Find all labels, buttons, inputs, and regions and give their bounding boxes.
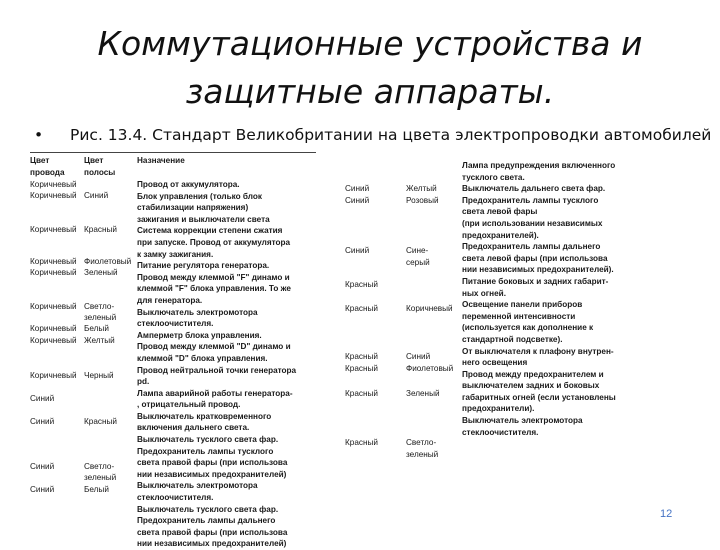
right-line: переменной интенсивности (462, 311, 576, 321)
right-col2-0: Желтый (406, 184, 437, 193)
right-col1-5: Красный (345, 352, 378, 361)
left-line: Выключатель тусклого света фар. (137, 504, 279, 514)
right-col2-9: зеленый (406, 450, 439, 459)
left-line: Предохранитель лампы тусклого (137, 446, 274, 456)
right-col2-7: Зеленый (406, 389, 440, 398)
slide-title-line2: защитные аппараты. (185, 72, 555, 111)
left-col2-1: Синий (84, 191, 109, 200)
left-line: для генератора. (137, 295, 203, 305)
left-line: клеммой "D" блока управления. (137, 353, 268, 363)
left-col2-5: Светло- (84, 302, 115, 311)
left-line: Провод между клеммой "F" динамо и (137, 272, 290, 282)
left-col2-4: Зеленый (84, 268, 118, 277)
right-line: Выключатель дальнего света фар. (462, 184, 606, 194)
right-col1-7: Красный (345, 389, 378, 398)
right-col2-6: Фиолетовый (406, 364, 454, 373)
left-line: Выключатель электромотора (137, 481, 258, 491)
right-col1-4: Красный (345, 304, 378, 313)
left-col1-12: Синий (30, 417, 55, 426)
slide-title (40, 20, 700, 116)
right-col1-8: Красный (345, 438, 378, 447)
left-line: зажигания и выключатели света (137, 214, 270, 224)
left-line: включения дальнего света. (137, 423, 250, 433)
right-line: (используется как дополнение к (462, 323, 594, 333)
left-col1-3: Коричневый (30, 257, 77, 266)
right-col2-5: Синий (406, 352, 431, 361)
left-col1-14: Синий (30, 485, 55, 494)
color-table-right (345, 152, 645, 472)
left-col1-1: Коричневый (30, 191, 77, 200)
right-line: света левой фары (при использова (462, 253, 608, 263)
left-col1-9: Коричневый (30, 371, 77, 380)
right-line: Предохранитель лампы дальнего (462, 242, 601, 252)
right-line: ных огней. (462, 288, 506, 298)
left-line: стабилизации напряжения) (137, 203, 249, 213)
right-col1-3: Красный (345, 280, 378, 289)
bullet-marker: • (34, 126, 44, 144)
header-stripe-color-2: полосы (84, 168, 116, 177)
right-line: Лампа предупреждения включенного (462, 161, 616, 170)
left-line: стеклоочистителя. (137, 493, 214, 503)
right-line: света левой фары (462, 207, 538, 217)
left-col1-7: Коричневый (30, 336, 77, 345)
right-line: стандартной подсветке). (462, 334, 563, 344)
left-col2-13b: зеленый (84, 473, 117, 482)
left-col1-13: Синий (30, 462, 55, 471)
right-line: нии независимых предохранителей). (462, 265, 614, 275)
left-col1-4: Коричневый (30, 268, 77, 277)
left-line: Провод между клеммой "D" динамо и (137, 342, 291, 352)
left-line: к замку зажигания. (137, 249, 214, 259)
slide-title-line1: Коммутационные устройства и (97, 24, 643, 63)
right-line: Выключатель электромотора (462, 416, 583, 426)
left-col1-0: Коричневый (30, 180, 77, 189)
right-col1-2: Синий (345, 246, 370, 255)
left-line: стеклоочистителя. (137, 319, 214, 329)
left-line: Блок управления (только блок (137, 191, 262, 201)
left-line: света правой фары (при использова (137, 458, 288, 468)
left-col1-2: Коричневый (30, 225, 77, 234)
left-line: Амперметр блока управления. (137, 330, 262, 340)
left-line: рd. (137, 377, 150, 387)
left-line: света правой фары (при использова (137, 527, 288, 537)
page-number: 12 (660, 508, 673, 520)
left-line: Предохранитель лампы дальнего (137, 516, 276, 526)
left-line: Выключатель электромотора (137, 307, 258, 317)
right-col2-3: серый (406, 258, 430, 267)
left-col2-14: Белый (84, 485, 109, 494)
right-col1-1: Синий (345, 196, 370, 205)
right-purpose-column (462, 160, 642, 438)
right-line: стеклоочистителя. (462, 427, 539, 437)
left-line: Провод нейтральной точки генератора (137, 365, 297, 375)
figure-caption (34, 126, 714, 144)
left-col1-5: Коричневый (30, 302, 77, 311)
left-line: Питание регулятора генератора. (137, 261, 270, 271)
left-purpose-column (137, 179, 317, 550)
left-col2-9: Черный (84, 371, 114, 380)
right-line: (при использовании независимых (462, 218, 603, 228)
left-col2-2: Красный (84, 225, 117, 234)
color-table-left (30, 152, 350, 549)
left-col1-11: Синий (30, 394, 55, 403)
caption-text: Рис. 13.4. Стандарт Великобритании на цвета электропроводки автомобилей (70, 126, 712, 144)
right-col1-0: Синий (345, 184, 370, 193)
left-col1-6: Коричневый (30, 324, 77, 333)
left-line: нии независимых предохранителей) (137, 469, 287, 479)
left-line: Выключатель тусклого света фар. (137, 435, 279, 445)
right-col2-1: Розовый (406, 196, 439, 205)
left-line: нии независимых предохранителей) (137, 539, 287, 549)
left-col2-13: Светло- (84, 462, 115, 471)
left-line: Система коррекции степени сжатия (137, 226, 283, 236)
left-line: , отрицательный провод. (137, 400, 241, 410)
table-header-rule (30, 152, 316, 153)
right-line: выключателем задних и боковых (462, 381, 600, 391)
left-col2-12: Красный (84, 417, 117, 426)
header-wire-color-2: провода (30, 168, 65, 177)
right-line: От выключателя к плафону внутрен- (462, 346, 614, 356)
left-col2-7: Желтый (84, 336, 115, 345)
right-line: него освещения (462, 358, 528, 368)
header-stripe-color: Цвет (84, 156, 104, 165)
left-line: Провод от аккумулятора. (137, 180, 240, 189)
right-col2-4: Коричневый (406, 304, 453, 313)
left-line: Выключатель кратковременного (137, 411, 272, 421)
right-line: Предохранитель лампы тусклого (462, 195, 599, 205)
right-line: Питание боковых и задних габарит- (462, 276, 609, 286)
left-col2-3: Фиолетовый (84, 257, 132, 266)
header-purpose: Назначение (137, 156, 185, 165)
left-line: клеммой "F" блока управления. То же (137, 284, 291, 294)
left-col2-6: Белый (84, 324, 109, 333)
right-line: Освещение панели приборов (462, 300, 583, 310)
right-line: габаритных огней (если установлены (462, 392, 616, 402)
right-line: Провод между предохранителем и (462, 369, 604, 379)
right-col2-2: Сине- (406, 246, 429, 255)
left-col2-5b: зеленый (84, 313, 117, 322)
right-col2-8: Светло- (406, 438, 437, 447)
right-col1-6: Красный (345, 364, 378, 373)
right-line: предохранителей). (462, 230, 539, 240)
left-line: при запуске. Провод от аккумулятора (137, 237, 291, 247)
header-wire-color: Цвет (30, 156, 50, 165)
right-line: тусклого света. (462, 172, 525, 182)
left-line: Лампа аварийной работы генератора- (137, 388, 293, 398)
right-line: предохранители). (462, 404, 535, 414)
